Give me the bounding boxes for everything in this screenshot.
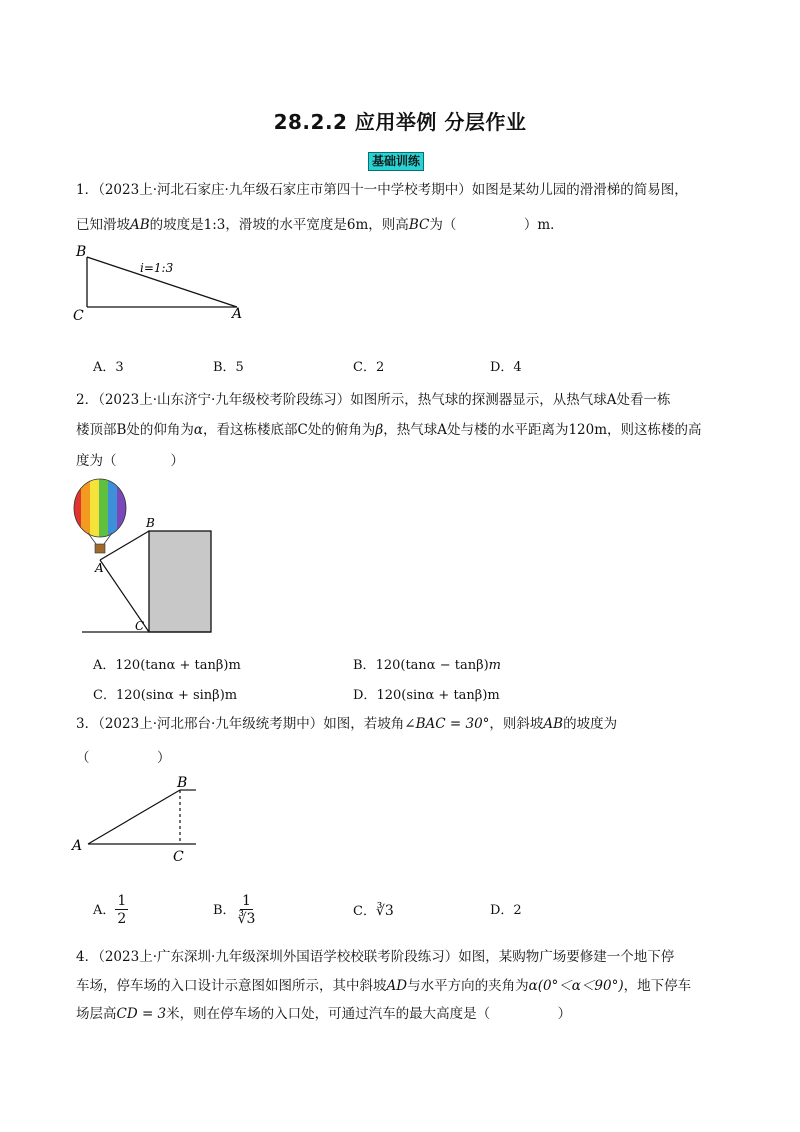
- q3-option-d[interactable]: D．2: [490, 903, 522, 918]
- fig-slope-label: i=1:3: [140, 261, 174, 275]
- q2-line3: 度为（ ）: [76, 453, 184, 469]
- q3-slope-figure: [70, 770, 210, 865]
- section-label: 基础训练: [368, 152, 424, 171]
- q1-line2: 已知滑坡AB的坡度是1:3，滑坡的水平宽度是6m，则高BC为（ ）m．: [76, 217, 564, 233]
- q2-option-b[interactable]: B．120(tanα − tanβ)m: [353, 658, 501, 673]
- q1-option-d[interactable]: D．4: [490, 360, 522, 375]
- q3-option-b[interactable]: B． $\frac{1}{∛3}$: [213, 893, 256, 927]
- fig-label-a: A: [232, 306, 243, 322]
- q4-line3: 场层高CD = 3米，则在停车场的入口处，可通过汽车的最大高度是（ ）: [76, 1006, 572, 1022]
- q1-option-c[interactable]: C．2: [353, 360, 385, 375]
- q2-line2: 楼顶部B处的仰角为α，看这栋楼底部C处的俯角为β，热气球A处与楼的水平距离为120m，则这栋楼的高: [76, 422, 702, 438]
- q1-line1: 1．（2023上·河北石家庄·九年级石家庄市第四十一中学校考期中）如图是某幼儿园的滑滑梯的简易图，: [76, 182, 688, 198]
- q1-slide-figure: [70, 240, 260, 330]
- fig-label-c: C: [135, 619, 145, 633]
- fig-label-c: C: [73, 308, 84, 324]
- fig-label-b: B: [146, 516, 155, 530]
- fig-label-a: A: [72, 838, 83, 854]
- q2-line1: 2．（2023上·山东济宁·九年级校考阶段练习）如图所示，热气球的探测器显示，从热气球A处看一栋: [76, 392, 671, 408]
- q4-line2: 车场，停车场的入口设计示意图如图所示，其中斜坡AD与水平方向的夹角为α(0°＜α＜90°)，地下停车: [76, 978, 692, 994]
- q3-line1: 3．（2023上·河北邢台·九年级统考期中）如图，若坡角∠BAC = 30°，则斜坡AB的坡度为: [76, 716, 618, 732]
- page-title: 28.2.2 应用举例 分层作业: [273, 110, 527, 134]
- q3-option-a[interactable]: A． $\frac{1}{2}$: [93, 893, 127, 927]
- q2-balloon-figure: [70, 478, 230, 638]
- hot-air-balloon-icon: [70, 478, 130, 542]
- fig-line-ab: [88, 790, 180, 844]
- q2-option-d[interactable]: D．120(sinα + tanβ)m: [353, 688, 500, 703]
- fig-label-a: A: [95, 561, 104, 575]
- q3-option-c[interactable]: C．∛3: [353, 903, 394, 919]
- q3-line2: （ ）: [76, 750, 171, 766]
- q1-option-a[interactable]: A．3: [93, 360, 124, 375]
- fig-label-c: C: [173, 849, 184, 865]
- q2-option-a[interactable]: A．120(tanα + tanβ)m: [93, 658, 241, 673]
- building: [149, 531, 211, 632]
- fig-label-b: B: [76, 244, 87, 260]
- q1-option-b[interactable]: B．5: [213, 360, 244, 375]
- q4-line1: 4．（2023上·广东深圳·九年级深圳外国语学校校联考阶段练习）如图，某购物广场要修建一个地下停: [76, 949, 675, 965]
- fig-label-b: B: [177, 775, 188, 791]
- q2-option-c[interactable]: C．120(sinα + sinβ)m: [93, 688, 238, 703]
